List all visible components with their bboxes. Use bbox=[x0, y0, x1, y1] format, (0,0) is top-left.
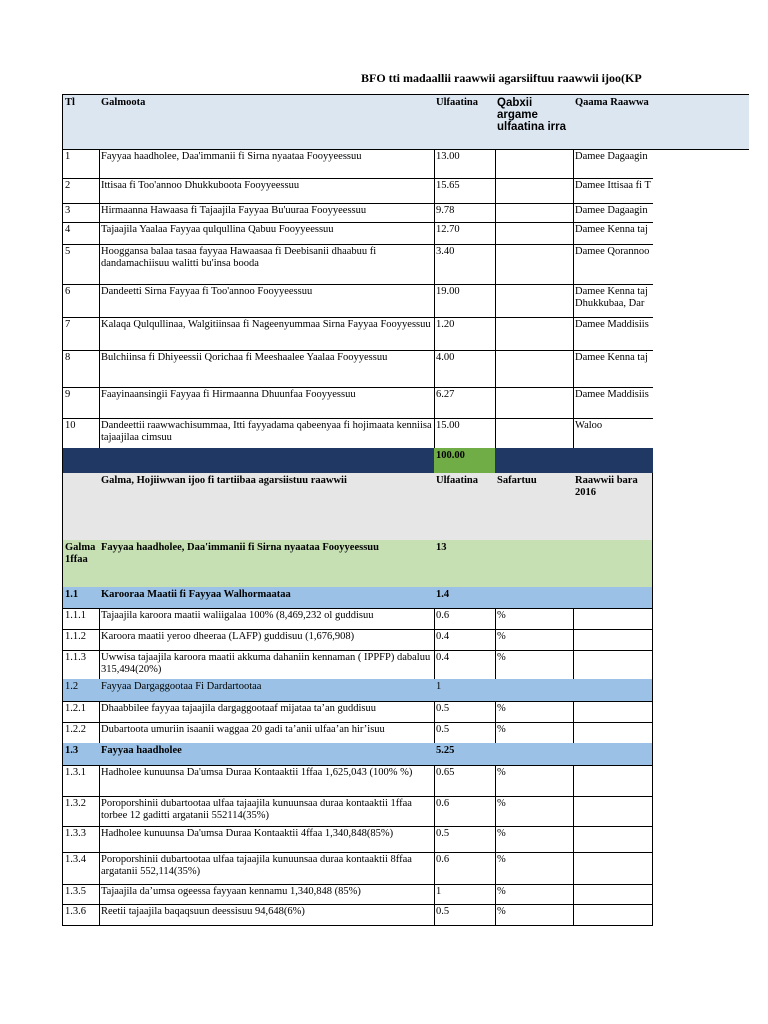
indicator-name: Tajaajila karoora maatii waliigalaa 100% (8,469,232 ol guddisuu bbox=[99, 608, 435, 630]
indicator-number: 1.2.2 bbox=[62, 722, 100, 744]
goal-score bbox=[495, 387, 574, 419]
total-spacer bbox=[495, 448, 574, 474]
goal-name: Fayyaa haadholee, Daa'immanii fi Sirna nyaataa Fooyyeessuu bbox=[99, 149, 435, 179]
indicator-unit: % bbox=[495, 722, 574, 744]
goal-weight: 1.20 bbox=[434, 317, 496, 351]
goal-weight: 13.00 bbox=[434, 149, 496, 179]
indicator-number: 1.3.4 bbox=[62, 852, 100, 885]
goal-number: 5 bbox=[62, 244, 100, 285]
indicator-unit: % bbox=[495, 608, 574, 630]
goal-owner: Damee Maddisiis bbox=[573, 387, 653, 419]
indicator-name: Reetii tajaajila baqaqsuun deessisuu 94,648(6%) bbox=[99, 904, 435, 926]
section-blank bbox=[495, 679, 574, 702]
section-blank bbox=[573, 587, 653, 609]
goal-score bbox=[495, 244, 574, 285]
indicator-weight: 0.6 bbox=[434, 608, 496, 630]
goal-owner: Damee Dagaagin bbox=[573, 149, 653, 179]
indicator-result bbox=[573, 884, 653, 905]
indicator-result bbox=[573, 650, 653, 680]
indicator-result bbox=[573, 608, 653, 630]
indicator-weight: 0.5 bbox=[434, 722, 496, 744]
goal-score bbox=[495, 222, 574, 245]
goal-name: Dandeetti Sirna Fayyaa fi Too'annoo Fooyyeessuu bbox=[99, 284, 435, 318]
indicator-weight: 0.6 bbox=[434, 852, 496, 885]
goal-score bbox=[495, 350, 574, 388]
section-blank bbox=[573, 679, 653, 702]
section-number: 1.3 bbox=[62, 743, 100, 766]
section-weight: 1.4 bbox=[434, 587, 496, 609]
header-qaama: Qaama Raawwa bbox=[573, 94, 749, 150]
indicator-unit: % bbox=[495, 629, 574, 651]
goal-number: 6 bbox=[62, 284, 100, 318]
header2-ulfaatina: Ulfaatina bbox=[434, 473, 496, 541]
goal-owner: Damee Kenna taj bbox=[573, 222, 653, 245]
section-number: 1.2 bbox=[62, 679, 100, 702]
goal-score bbox=[495, 284, 574, 318]
goal-number: 10 bbox=[62, 418, 100, 449]
section-blank bbox=[495, 743, 574, 766]
header-galmoota: Galmoota bbox=[99, 94, 435, 150]
section-blank bbox=[495, 587, 574, 609]
goal-name: Dandeettii raawwachisummaa, Itti fayyadama qabeenyaa fi hojimaata kenniisa tajaajilaa cimsuu bbox=[99, 418, 435, 449]
total-weight: 100.00 bbox=[434, 448, 496, 474]
indicator-weight: 0.5 bbox=[434, 826, 496, 853]
indicator-result bbox=[573, 722, 653, 744]
document-title: BFO tti madaallii raawwii agarsiiftuu raawwii ijoo(KP bbox=[361, 71, 642, 85]
total-spacer bbox=[62, 448, 100, 474]
goal-score bbox=[495, 317, 574, 351]
goal1-blank bbox=[573, 540, 653, 588]
goal-number: 1 bbox=[62, 149, 100, 179]
indicator-number: 1.1.2 bbox=[62, 629, 100, 651]
indicator-number: 1.3.2 bbox=[62, 796, 100, 827]
indicator-result bbox=[573, 904, 653, 926]
goal-number: 2 bbox=[62, 178, 100, 204]
indicator-number: 1.3.1 bbox=[62, 765, 100, 797]
indicator-weight: 0.6 bbox=[434, 796, 496, 827]
section-name: Fayyaa haadholee bbox=[99, 743, 435, 766]
goal-weight: 15.65 bbox=[434, 178, 496, 204]
goal-number: 8 bbox=[62, 350, 100, 388]
indicator-weight: 0.5 bbox=[434, 904, 496, 926]
goal-number: 3 bbox=[62, 203, 100, 223]
indicator-weight: 0.5 bbox=[434, 701, 496, 723]
goal-weight: 19.00 bbox=[434, 284, 496, 318]
header2-galma: Galma, Hojiiwwan ijoo fi tartiibaa agarsiistuu raawwii bbox=[99, 473, 435, 541]
header-tl: Tl bbox=[62, 94, 100, 150]
header2-raawwii: Raawwii bara 2016 bbox=[573, 473, 653, 541]
section-weight: 1 bbox=[434, 679, 496, 702]
goal1-name: Fayyaa haadholee, Daa'immanii fi Sirna nyaataa Fooyyeessuu bbox=[99, 540, 435, 588]
indicator-unit: % bbox=[495, 701, 574, 723]
indicator-weight: 0.4 bbox=[434, 650, 496, 680]
indicator-unit: % bbox=[495, 852, 574, 885]
section-weight: 5.25 bbox=[434, 743, 496, 766]
goal-name: Hirmaanna Hawaasa fi Tajaajila Fayyaa Bu'uuraa Fooyyeessuu bbox=[99, 203, 435, 223]
goal1-blank bbox=[495, 540, 574, 588]
indicator-number: 1.3.3 bbox=[62, 826, 100, 853]
goal-name: Bulchiinsa fi Dhiyeessii Qorichaa fi Meeshaalee Yaalaa Fooyyessuu bbox=[99, 350, 435, 388]
indicator-weight: 0.65 bbox=[434, 765, 496, 797]
goal-score bbox=[495, 178, 574, 204]
indicator-name: Hadholee kunuunsa Da'umsa Duraa Kontaaktii 1ffaa 1,625,043 (100% %) bbox=[99, 765, 435, 797]
indicator-number: 1.3.6 bbox=[62, 904, 100, 926]
goal-number: 9 bbox=[62, 387, 100, 419]
indicator-unit: % bbox=[495, 650, 574, 680]
indicator-unit: % bbox=[495, 765, 574, 797]
goal-number: 4 bbox=[62, 222, 100, 245]
goal-weight: 12.70 bbox=[434, 222, 496, 245]
indicator-name: Poroporshinii dubartootaa ulfaa tajaajila kunuunsaa duraa kontaaktii 1ffaa torbee 12 gaditti argatanii 552114(35%) bbox=[99, 796, 435, 827]
indicator-number: 1.1.3 bbox=[62, 650, 100, 680]
total-spacer bbox=[573, 448, 653, 474]
goal-owner: Waloo bbox=[573, 418, 653, 449]
indicator-unit: % bbox=[495, 826, 574, 853]
goal-name: Tajaajila Yaalaa Fayyaa qulqullina Qabuu Fooyyeessuu bbox=[99, 222, 435, 245]
goal-weight: 15.00 bbox=[434, 418, 496, 449]
header-ulfaatina: Ulfaatina bbox=[434, 94, 496, 150]
goal-score bbox=[495, 418, 574, 449]
indicator-result bbox=[573, 852, 653, 885]
indicator-name: Uwwisa tajaajila karoora maatii akkuma dahaniin kennaman ( IPPFP) dabaluu 315,494(20%) bbox=[99, 650, 435, 680]
indicator-result bbox=[573, 796, 653, 827]
goal-owner: Damee Qorannoo bbox=[573, 244, 653, 285]
goal-number: 7 bbox=[62, 317, 100, 351]
indicator-name: Karoora maatii yeroo dheeraa (LAFP) guddisuu (1,676,908) bbox=[99, 629, 435, 651]
indicator-result bbox=[573, 826, 653, 853]
goal1-weight: 13 bbox=[434, 540, 496, 588]
goal-weight: 3.40 bbox=[434, 244, 496, 285]
goal-owner: Damee Dagaagin bbox=[573, 203, 653, 223]
indicator-unit: % bbox=[495, 904, 574, 926]
goal-name: Faayinaansingii Fayyaa fi Hirmaanna Dhuunfaa Fooyyessuu bbox=[99, 387, 435, 419]
section-number: 1.1 bbox=[62, 587, 100, 609]
goal-score bbox=[495, 203, 574, 223]
indicator-name: Tajaajila da’umsa ogeessa fayyaan kennamu 1,340,848 (85%) bbox=[99, 884, 435, 905]
header2-blank bbox=[62, 473, 100, 541]
indicator-weight: 0.4 bbox=[434, 629, 496, 651]
indicator-number: 1.3.5 bbox=[62, 884, 100, 905]
goal-owner: Damee Kenna taj Dhukkubaa, Dar bbox=[573, 284, 653, 318]
goal-name: Ittisaa fi Too'annoo Dhukkuboota Fooyyeessuu bbox=[99, 178, 435, 204]
indicator-result bbox=[573, 701, 653, 723]
indicator-name: Poroporshinii dubartootaa ulfaa tajaajila kunuunsaa duraa kontaaktii 8ffaa argatanii 552,114(35%) bbox=[99, 852, 435, 885]
goal-score bbox=[495, 149, 574, 179]
indicator-result bbox=[573, 629, 653, 651]
goal-owner: Damee Ittisaa fi T bbox=[573, 178, 653, 204]
header2-safartuu: Safartuu bbox=[495, 473, 574, 541]
section-blank bbox=[573, 743, 653, 766]
header-qabxii: Qabxii argame ulfaatina irra bbox=[495, 94, 574, 150]
section-name: Fayyaa Dargaggootaa Fi Dardartootaa bbox=[99, 679, 435, 702]
indicator-name: Dhaabbilee fayyaa tajaajila dargaggootaaf mijataa ta’an guddisuu bbox=[99, 701, 435, 723]
indicator-name: Hadholee kunuunsa Da'umsa Duraa Kontaaktii 4ffaa 1,340,848(85%) bbox=[99, 826, 435, 853]
goal1-label: Galma 1ffaa bbox=[62, 540, 100, 588]
indicator-unit: % bbox=[495, 796, 574, 827]
indicator-weight: 1 bbox=[434, 884, 496, 905]
indicator-number: 1.1.1 bbox=[62, 608, 100, 630]
goal-name: Kalaqa Qulqullinaa, Walgitiinsaa fi Nageenyummaa Sirna Fayyaa Fooyyessuu bbox=[99, 317, 435, 351]
goal-owner: Damee Maddisiis bbox=[573, 317, 653, 351]
goal-weight: 9.78 bbox=[434, 203, 496, 223]
indicator-unit: % bbox=[495, 884, 574, 905]
goal-name: Hooggansa balaa tasaa fayyaa Hawaasaa fi Deebisanii dhaabuu fi dandamachiisuu walitti bu'insa booda bbox=[99, 244, 435, 285]
goal-weight: 6.27 bbox=[434, 387, 496, 419]
section-name: Karooraa Maatii fi Fayyaa Walhormaataa bbox=[99, 587, 435, 609]
goal-weight: 4.00 bbox=[434, 350, 496, 388]
indicator-number: 1.2.1 bbox=[62, 701, 100, 723]
total-spacer bbox=[99, 448, 435, 474]
indicator-result bbox=[573, 765, 653, 797]
indicator-name: Dubartoota umuriin isaanii waggaa 20 gadi ta’anii ulfaa’an hir’isuu bbox=[99, 722, 435, 744]
goal-owner: Damee Kenna taj bbox=[573, 350, 653, 388]
